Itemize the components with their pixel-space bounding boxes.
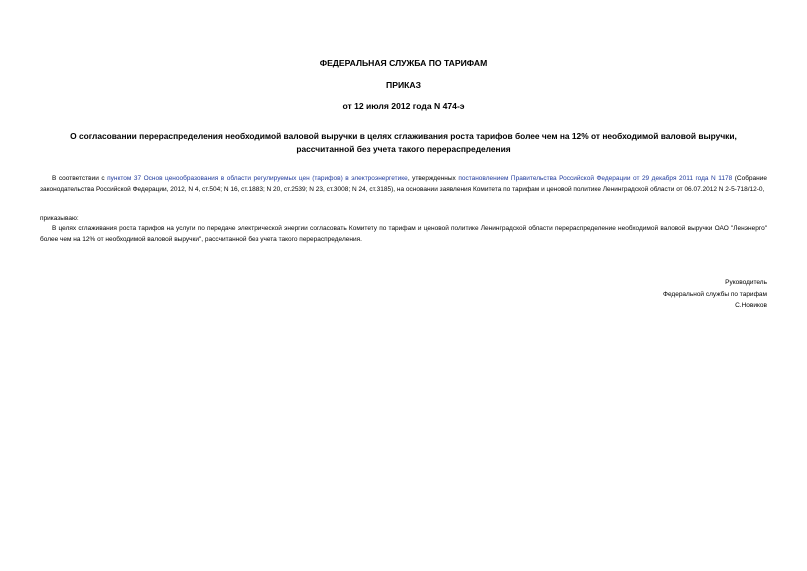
pricing-basics-link[interactable]: пунктом 37 Основ ценообразования в области регулируемых цен (тарифов) в электроэнергетике: [107, 175, 408, 182]
decision-paragraph: В целях сглаживания роста тарифов на услуги по передаче электрической энергии согласовать Комитету по тарифам и ценовой политике Ленинградской области перераспределение необходимой валовой выручки ОАО "Ленэнерго" более чем на 12% от необходимой валовой выручки", рассчитанной без учета такого перераспределения.: [40, 225, 767, 243]
signature-position: Руководитель: [725, 279, 767, 286]
signature-name: С.Новиков: [735, 302, 767, 309]
basis-text-2: , утвержденных: [407, 175, 459, 182]
document-subject-title: О согласовании перераспределения необходимой валовой выручки в целях сглаживания роста тарифов более чем на 12% от необходимой валовой выручки, рассчитанной без учета такого перераспределения: [70, 131, 737, 154]
basis-text-3: (Собрание законодательства Российской Федерации, 2012, N 4, ст.504; N 16, ст.1883; N 20, ст.2539; N 23, ст.3008; N 24, ст.3185), на основании заявления Комитета по тарифам и ценовой политике Ленинградской области от 06.07.2012 N 2-5-718/12-0,: [40, 175, 767, 193]
signature-organization: Федеральной службы по тарифам: [663, 290, 767, 298]
agency-heading: ФЕДЕРАЛЬНАЯ СЛУЖБА ПО ТАРИФАМ: [319, 58, 488, 68]
government-decree-link[interactable]: постановлением Правительства Российской Федерации от 29 декабря 2011 года N 1178: [458, 175, 733, 182]
legal-basis-paragraph: [40, 173, 767, 195]
orders-label: приказываю:: [40, 215, 79, 222]
basis-text-1: В соответствии с: [52, 175, 108, 182]
document-type-heading: ПРИКАЗ: [386, 80, 421, 90]
date-number-heading: от 12 июля 2012 года N 474-э: [342, 101, 465, 111]
